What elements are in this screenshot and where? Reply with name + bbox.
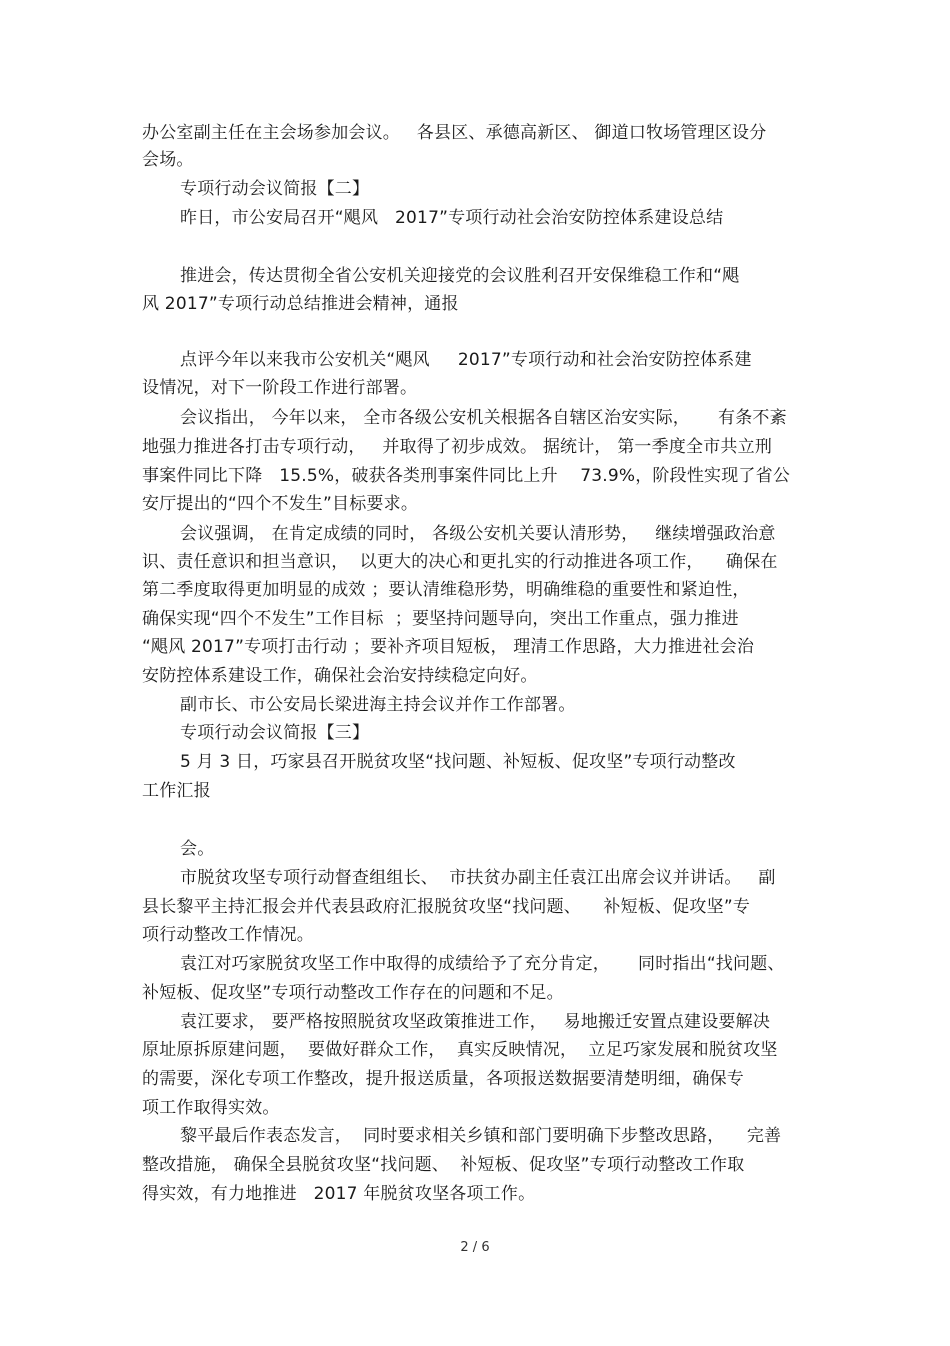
text-line: 风 2017”专项行动总结推进会精神，通报 xyxy=(142,294,459,314)
text-line: 原址原拆原建问题， 要做好群众工作， 真实反映情况， 立足巧家发展和脱贫攻坚 xyxy=(142,1040,778,1060)
text-line: 确保实现“四个不发生”工作目标 ；要坚持问题导向，突出工作重点，强力推进 xyxy=(142,609,739,629)
text-line: 整改措施， 确保全县脱贫攻坚“找问题、 补短板、促攻坚”专项行动整改工作取 xyxy=(142,1155,745,1175)
page-number: 2 / 6 xyxy=(460,1240,490,1255)
text-line: 黎平最后作表态发言， 同时要求相关乡镇和部门要明确下步整改思路， 完善 xyxy=(180,1126,782,1146)
text-line: 项行动整改工作情况。 xyxy=(142,925,314,945)
text-line: 副市长、市公安局长梁进海主持会议并作工作部署。 xyxy=(180,695,576,715)
text-line: 市脱贫攻坚专项行动督查组组长、 市扶贫办副主任袁江出席会议并讲话。 副 xyxy=(180,868,776,888)
text-line: 5 月 3 日，巧家县召开脱贫攻坚“找问题、补短板、促攻坚”专项行动整改 xyxy=(180,752,736,772)
text-line: 县长黎平主持汇报会并代表县政府汇报脱贫攻坚“找问题、 补短板、促攻坚”专 xyxy=(142,897,751,917)
text-line: 昨日，市公安局召开“飓风 2017”专项行动社会治安防控体系建设总结 xyxy=(180,208,724,228)
text-line: 安防控体系建设工作，确保社会治安持续稳定向好。 xyxy=(142,666,538,686)
section-heading: 专项行动会议简报【三】 xyxy=(180,723,370,743)
text-line: 地强力推进各打击专项行动， 并取得了初步成效。 据统计， 第一季度全市共立刑 xyxy=(142,437,773,457)
text-line: 工作汇报 xyxy=(142,781,211,801)
text-line: 会场。 xyxy=(142,150,194,170)
text-line: 推进会，传达贯彻全省公安机关迎接党的会议胜利召开安保维稳工作和“飓 xyxy=(180,266,740,286)
text-line: 点评今年以来我市公安机关“飓风 2017”专项行动和社会治安防控体系建 xyxy=(180,350,752,370)
text-line: 会议指出， 今年以来， 全市各级公安机关根据各自辖区治安实际， 有条不紊 xyxy=(180,408,787,428)
text-line: 设情况，对下一阶段工作进行部署。 xyxy=(142,378,418,398)
text-line: 会议强调， 在肯定成绩的同时， 各级公安机关要认清形势， 继续增强政治意 xyxy=(180,524,776,544)
section-heading: 专项行动会议简报【二】 xyxy=(180,179,370,199)
text-line: 项工作取得实效。 xyxy=(142,1098,280,1118)
text-line: 办公室副主任在主会场参加会议。 各县区、承德高新区、 御道口牧场管理区设分 xyxy=(142,123,767,143)
text-line: 得实效，有力地推进 2017 年脱贫攻坚各项工作。 xyxy=(142,1184,536,1204)
text-line: 袁江对巧家脱贫攻坚工作中取得的成绩给予了充分肯定， 同时指出“找问题、 xyxy=(180,954,785,974)
text-line: 事案件同比下降 15.5%，破获各类刑事案件同比上升 73.9%，阶段性实现了省公 xyxy=(142,466,791,486)
text-line: 识、责任意识和担当意识， 以更大的决心和更扎实的行动推进各项工作， 确保在 xyxy=(142,552,778,572)
text-line: 袁江要求， 要严格按照脱贫攻坚政策推进工作， 易地搬迁安置点建设要解决 xyxy=(180,1012,771,1032)
text-line: “飓风 2017”专项打击行动 ；要补齐项目短板， 理清工作思路，大力推进社会治 xyxy=(142,637,755,657)
text-line: 第二季度取得更加明显的成效 ；要认清维稳形势，明确维稳的重要性和紧迫性， xyxy=(142,580,750,600)
text-line: 会。 xyxy=(180,839,215,859)
text-line: 安厅提出的“四个不发生”目标要求。 xyxy=(142,494,419,514)
text-line: 补短板、促攻坚”专项行动整改工作存在的问题和不足。 xyxy=(142,983,564,1003)
text-line: 的需要，深化专项工作整改，提升报送质量，各项报送数据要清楚明细，确保专 xyxy=(142,1069,744,1089)
